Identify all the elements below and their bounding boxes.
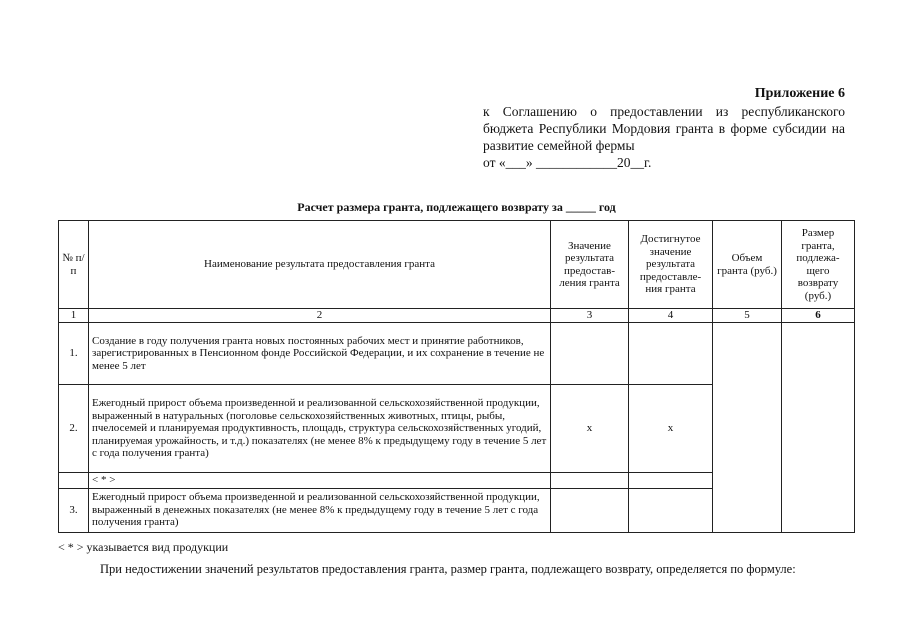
- row-name: Создание в году получения гранта новых постоянных рабочих мест и принятие работников, зарегистрированных в Пенсионном фонде Российской Федерации, и их сохранение в течение не менее 5 лет: [89, 323, 551, 385]
- row-achieved: x: [629, 385, 713, 473]
- column-number: 4: [629, 309, 713, 323]
- column-number: 6: [782, 309, 855, 323]
- appendix-block: [483, 85, 845, 171]
- column-number: 1: [59, 309, 89, 323]
- header-num: № п/п: [59, 221, 89, 309]
- row-achieved: [629, 473, 713, 489]
- column-number: 5: [713, 309, 782, 323]
- table-row: [59, 323, 855, 385]
- column-number: 2: [89, 309, 551, 323]
- footnote: < * > указывается вид продукции: [58, 540, 229, 554]
- refund-amount-cell: [782, 323, 855, 533]
- row-achieved: [629, 323, 713, 385]
- row-value: [551, 473, 629, 489]
- grant-volume-cell: [713, 323, 782, 533]
- appendix-date-line: от «___» ____________20__г.: [483, 155, 652, 170]
- row-value: [551, 488, 629, 532]
- column-number-row: [59, 309, 855, 323]
- appendix-text: к Соглашению о предоставлении из республиканского бюджета Республики Мордовия гранта в форме субсидии на развитие семейной фермы: [483, 104, 845, 153]
- table-title: Расчет размера гранта, подлежащего возврату за _____ год: [297, 200, 616, 214]
- header-value: Значение результата предостав-ления гранта: [551, 221, 629, 309]
- header-achieved: Достигнутое значение результата предоставле-ния гранта: [629, 221, 713, 309]
- row-name: Ежегодный прирост объема произведенной и реализованной сельскохозяйственной продукции, выраженный в денежных показателях (не менее 8% к предыдущему году в течение 5 лет с года получения гранта): [89, 488, 551, 532]
- header-volume: Объем гранта (руб.): [713, 221, 782, 309]
- row-name: Ежегодный прирост объема произведенной и реализованной сельскохозяйственной продукции, выраженный в натуральных (поголовье сельскохозяйственных животных, птицы, рыбы, пчелосемей и планируемая продуктивность, площадь, структура сельскохозяйственных угодий, планируемая урожайность, и т.д.) показателях (не менее 8% к предыдущему году в течение 5 лет с года получения гранта): [89, 385, 551, 473]
- grant-refund-table: [58, 220, 855, 533]
- appendix-title: Приложение 6: [754, 86, 845, 101]
- formula-intro-text: При недостижении значений результатов предоставления гранта, размер гранта, подлежащего возврату, определяется по формуле:: [100, 562, 796, 576]
- header-name: Наименование результата предоставления гранта: [89, 221, 551, 309]
- table-header-row: [59, 221, 855, 309]
- row-num: 3.: [59, 488, 89, 532]
- row-num: 1.: [59, 323, 89, 385]
- row-value: [551, 323, 629, 385]
- row-name: < * >: [89, 473, 551, 489]
- column-number: 3: [551, 309, 629, 323]
- header-refund: Размер гранта, подлежа-щего возврату (руб.): [782, 221, 855, 309]
- row-value: x: [551, 385, 629, 473]
- row-achieved: [629, 488, 713, 532]
- row-num: 2.: [59, 385, 89, 473]
- row-num: [59, 473, 89, 489]
